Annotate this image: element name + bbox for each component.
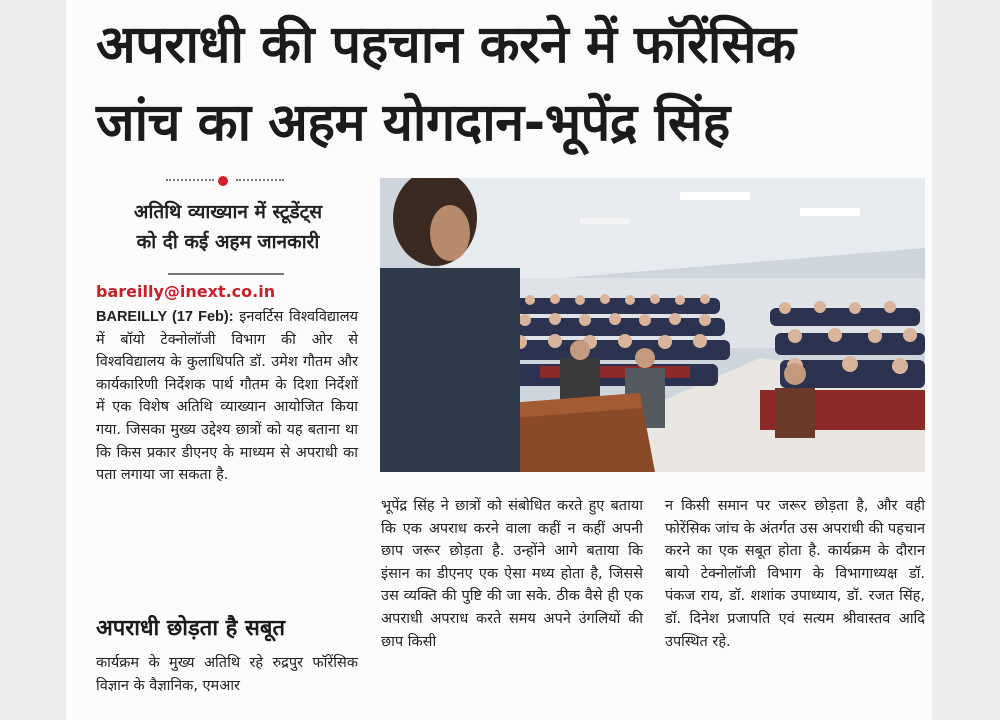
column-2-text: भूपेंद्र सिंह ने छात्रों को संबोधित करते हुए बताया कि एक अपराध करने वाला कहीं न कहीं अपनी छाप जरूर छोड़ता है. उन्होंने आगे बताया कि इंसान का डीएनए एक ऐसा मध्य होता है, जिससे उस व्यक्ति की पुष्टि की जा सके. ठीक वैसे ही एक अपराधी अपराध करते समय अपने उंगलियों की छाप किसी [381, 498, 643, 650]
reporter-email: bareilly@inext.co.in [96, 282, 276, 301]
article-column-1 [96, 306, 358, 487]
lecture-hall-photo [380, 178, 925, 472]
dateline: BAREILLY (17 Feb): [96, 309, 234, 325]
red-dot-icon [218, 176, 228, 186]
article-column-3 [665, 495, 925, 653]
left-margin [0, 0, 66, 720]
article-column-1-continued [96, 652, 358, 697]
ornament-divider [166, 176, 284, 184]
column-3-text: न किसी समान पर जरूर छोड़ता है, और वही फोरेंसिक जांच के अंतर्गत उस अपराधी की पहचान करने का एक सबूत होता है. कार्यक्रम के दौरान बायो टेक्नोलॉजी विभाग के विभागाध्यक्ष डॉ. पंकज राय, डॉ. शशांक उपाध्याय, डॉ. रजत सिंह, डॉ. दिनेश प्रजापति एवं सत्यम श्रीवास्तव आदि उपस्थित रहे. [665, 498, 925, 650]
subheading-line-2: को दी कई अहम जानकारी [136, 231, 320, 253]
section-subhead: अपराधी छोड़ता है सबूत [96, 616, 285, 641]
subheading-rule [168, 273, 284, 275]
subheading-line-1: अतिथि व्याख्यान में स्टूडेंट्स [133, 201, 323, 223]
article-column-2 [381, 495, 643, 653]
column-1b-text: कार्यक्रम के मुख्य अतिथि रहे रुद्रपुर फॉरेंसिक विज्ञान के वैज्ञानिक, एमआर [96, 655, 358, 694]
column-1-text: इनवर्टिस विश्वविद्यालय में बॉयो टेक्नोलॉजी विभाग की ओर से विश्वविद्यालय के कुलाधिपति डॉ. उमेश गौतम और कार्यकारिणी निर्देशक पार्थ गौतम के दिशा निर्देशों में एक विशेष अतिथि व्याख्यान आयोजित किया गया. जिसका मुख्य उद्देश्य छात्रों को यह बताना था कि किस प्रकार डीएनए के माध्यम से अपराधी का पता लगाया जा सकता है. [96, 309, 359, 484]
headline-line-2: जांच का अहम योगदान-भूपेंद्र सिंह [96, 93, 730, 153]
headline-line-1: अपराधी की पहचान करने में फॉरेंसिक [96, 15, 796, 75]
right-margin [932, 0, 1000, 720]
